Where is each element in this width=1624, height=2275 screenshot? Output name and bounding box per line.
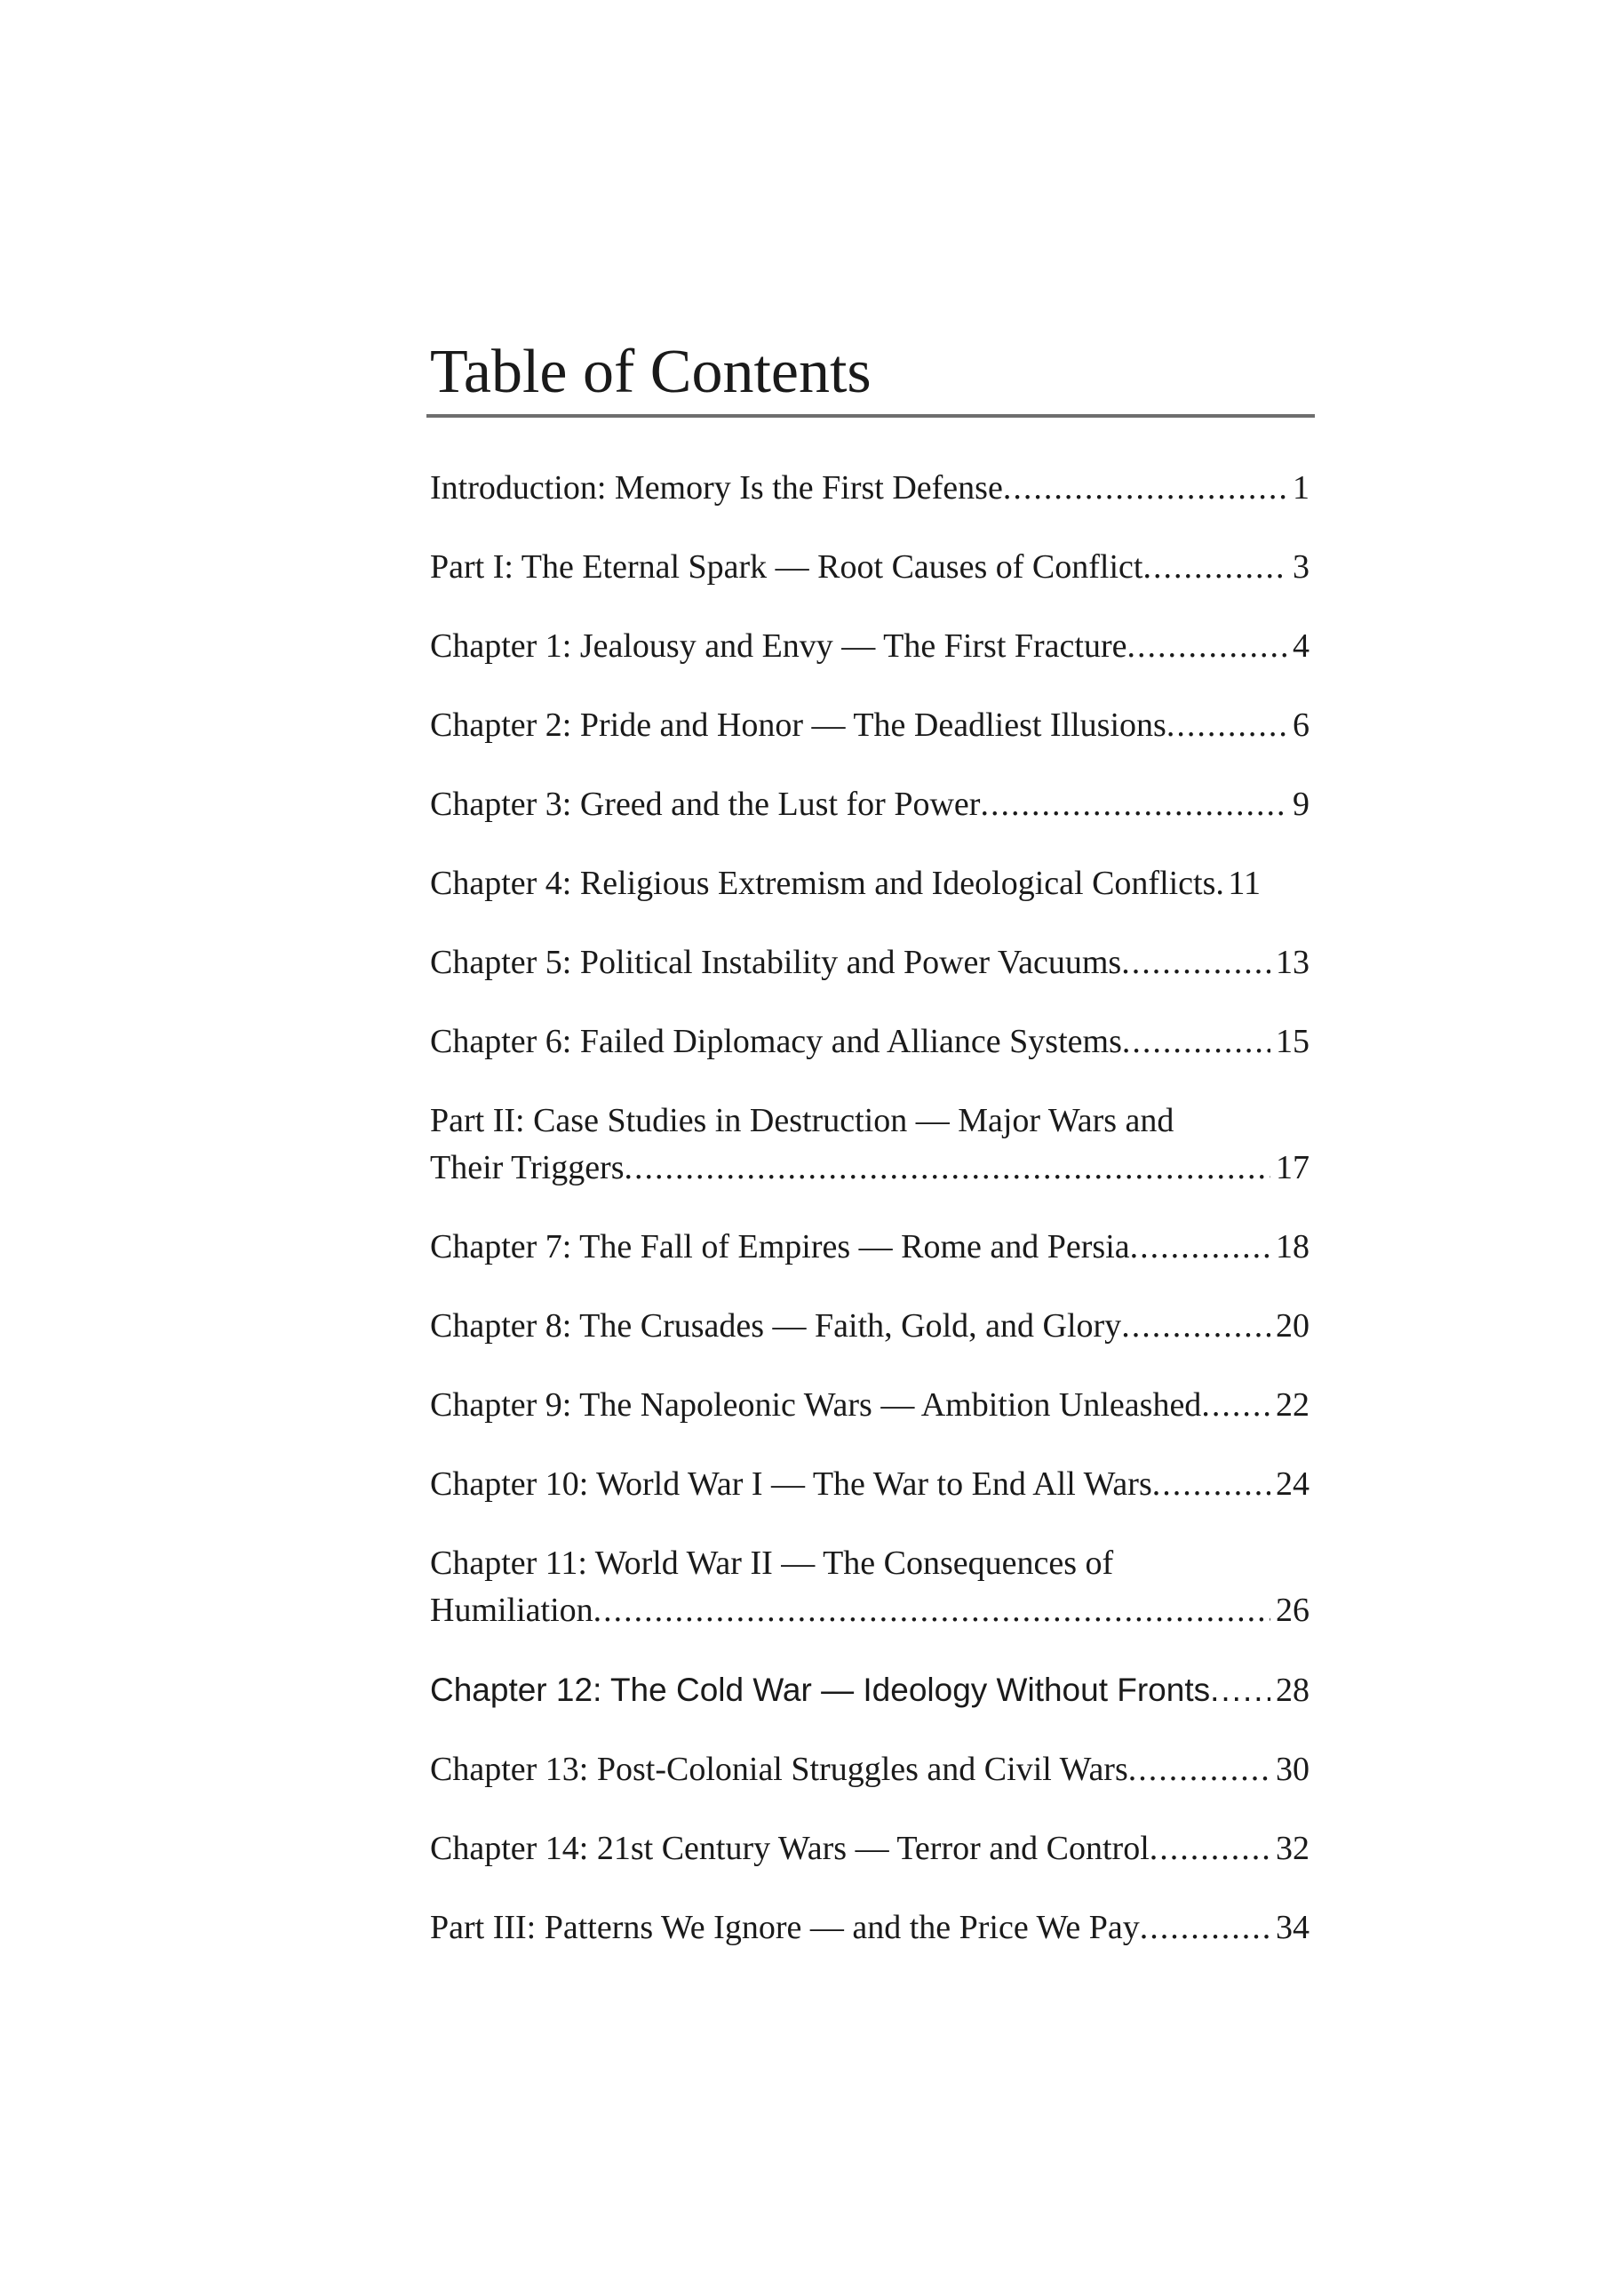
toc-entry-label[interactable]: Introduction: Memory Is the First Defense bbox=[430, 469, 1003, 507]
toc-entry-page-number: 24 bbox=[1276, 1465, 1310, 1503]
dot-leader bbox=[1210, 1666, 1270, 1713]
toc-entry-page-number: 26 bbox=[1276, 1592, 1310, 1629]
toc-list bbox=[426, 465, 1315, 1952]
toc-entry-page-number: 11 bbox=[1228, 865, 1261, 902]
toc-entry-label-line-1[interactable]: Chapter 11: World War II — The Consequences of bbox=[430, 1545, 1114, 1582]
toc-entry-label[interactable]: Chapter 5: Political Instability and Power Vacuums bbox=[430, 944, 1122, 981]
dot-leader bbox=[593, 1587, 1270, 1634]
toc-entry-label[interactable]: Chapter 13: Post-Colonial Struggles and Civil Wars bbox=[430, 1751, 1128, 1788]
dot-leader bbox=[1142, 544, 1287, 591]
toc-entry-chapter-3[interactable] bbox=[426, 781, 1315, 828]
toc-entry-label[interactable]: Chapter 14: 21st Century Wars — Terror and Control bbox=[430, 1830, 1150, 1867]
toc-entry-label[interactable]: Their Triggers bbox=[430, 1149, 625, 1186]
dot-leader bbox=[980, 781, 1287, 828]
page-title: Table of Contents bbox=[430, 338, 872, 406]
dot-leader bbox=[1215, 860, 1228, 907]
toc-entry-label[interactable]: Humiliation bbox=[430, 1592, 593, 1629]
dot-leader bbox=[1150, 1825, 1270, 1872]
toc-entry-chapter-1[interactable] bbox=[426, 623, 1315, 670]
toc-entry-page-number: 22 bbox=[1276, 1386, 1310, 1424]
dot-leader bbox=[1130, 1224, 1270, 1271]
toc-entry-chapter-12[interactable] bbox=[426, 1666, 1315, 1714]
dot-leader bbox=[1166, 702, 1287, 749]
toc-entry-page-number: 28 bbox=[1276, 1672, 1310, 1709]
dot-leader bbox=[1003, 465, 1287, 512]
toc-entry-page-number: 1 bbox=[1293, 469, 1310, 507]
title-divider bbox=[426, 414, 1315, 418]
toc-entry-chapter-11[interactable] bbox=[426, 1540, 1315, 1634]
toc-entry-label[interactable]: Chapter 7: The Fall of Empires — Rome and Persia bbox=[430, 1228, 1130, 1265]
toc-entry-chapter-7[interactable] bbox=[426, 1224, 1315, 1271]
toc-entry-chapter-8[interactable] bbox=[426, 1303, 1315, 1350]
toc-entry-chapter-5[interactable] bbox=[426, 939, 1315, 986]
toc-entry-page-number: 15 bbox=[1276, 1023, 1310, 1060]
toc-entry-chapter-9[interactable] bbox=[426, 1382, 1315, 1429]
toc-entry-page-number: 34 bbox=[1276, 1909, 1310, 1946]
dot-leader bbox=[625, 1145, 1271, 1192]
dot-leader bbox=[1122, 1018, 1270, 1066]
toc-entry-label[interactable]: Chapter 2: Pride and Honor — The Deadliest Illusions bbox=[430, 706, 1166, 744]
toc-entry-page-number: 4 bbox=[1293, 627, 1310, 665]
toc-entry-page-number: 32 bbox=[1276, 1830, 1310, 1867]
toc-entry-page-number: 9 bbox=[1293, 786, 1310, 823]
dot-leader bbox=[1128, 1746, 1270, 1793]
toc-entry-label[interactable]: Part I: The Eternal Spark — Root Causes of Conflict bbox=[430, 548, 1143, 586]
toc-entry-label[interactable]: Chapter 8: The Crusades — Faith, Gold, and Glory bbox=[430, 1307, 1122, 1345]
dot-leader bbox=[1126, 623, 1287, 670]
toc-entry-chapter-2[interactable] bbox=[426, 702, 1315, 749]
toc-entry-label-line-1[interactable]: Part II: Case Studies in Destruction — Major Wars and bbox=[430, 1102, 1174, 1139]
toc-page bbox=[426, 329, 1315, 1952]
toc-entry-label[interactable]: Chapter 9: The Napoleonic Wars — Ambition Unleashed bbox=[430, 1386, 1202, 1424]
toc-entry-label[interactable]: Chapter 1: Jealousy and Envy — The First Fracture bbox=[430, 627, 1127, 665]
dot-leader bbox=[1140, 1904, 1270, 1952]
dot-leader bbox=[1152, 1461, 1270, 1508]
toc-entry-part-2[interactable] bbox=[426, 1098, 1315, 1192]
toc-entry-part-3[interactable] bbox=[426, 1904, 1315, 1952]
toc-entry-chapter-14[interactable] bbox=[426, 1825, 1315, 1872]
toc-entry-introduction[interactable] bbox=[426, 465, 1315, 512]
dot-leader bbox=[1121, 1303, 1270, 1350]
toc-entry-label[interactable]: Chapter 6: Failed Diplomacy and Alliance Systems bbox=[430, 1023, 1122, 1060]
toc-entry-label[interactable]: Part III: Patterns We Ignore — and the Price We Pay bbox=[430, 1909, 1140, 1946]
toc-entry-page-number: 6 bbox=[1293, 706, 1310, 744]
dot-leader bbox=[1121, 939, 1270, 986]
toc-entry-part-1[interactable] bbox=[426, 544, 1315, 591]
toc-entry-chapter-10[interactable] bbox=[426, 1461, 1315, 1508]
toc-entry-page-number: 17 bbox=[1276, 1149, 1310, 1186]
dot-leader bbox=[1201, 1382, 1270, 1429]
toc-entry-chapter-13[interactable] bbox=[426, 1746, 1315, 1793]
toc-entry-label[interactable]: Chapter 12: The Cold War — Ideology Without Fronts bbox=[430, 1672, 1211, 1708]
toc-entry-chapter-6[interactable] bbox=[426, 1018, 1315, 1066]
toc-entry-page-number: 13 bbox=[1276, 944, 1310, 981]
toc-entry-label[interactable]: Chapter 10: World War I — The War to End All Wars bbox=[430, 1465, 1152, 1503]
toc-entry-label[interactable]: Chapter 3: Greed and the Lust for Power bbox=[430, 786, 981, 823]
toc-entry-chapter-4[interactable] bbox=[426, 860, 1315, 907]
toc-entry-page-number: 30 bbox=[1276, 1751, 1310, 1788]
toc-entry-label[interactable]: Chapter 4: Religious Extremism and Ideological Conflicts bbox=[430, 865, 1216, 902]
toc-entry-page-number: 18 bbox=[1276, 1228, 1310, 1265]
toc-entry-page-number: 20 bbox=[1276, 1307, 1310, 1345]
toc-entry-page-number: 3 bbox=[1293, 548, 1310, 586]
